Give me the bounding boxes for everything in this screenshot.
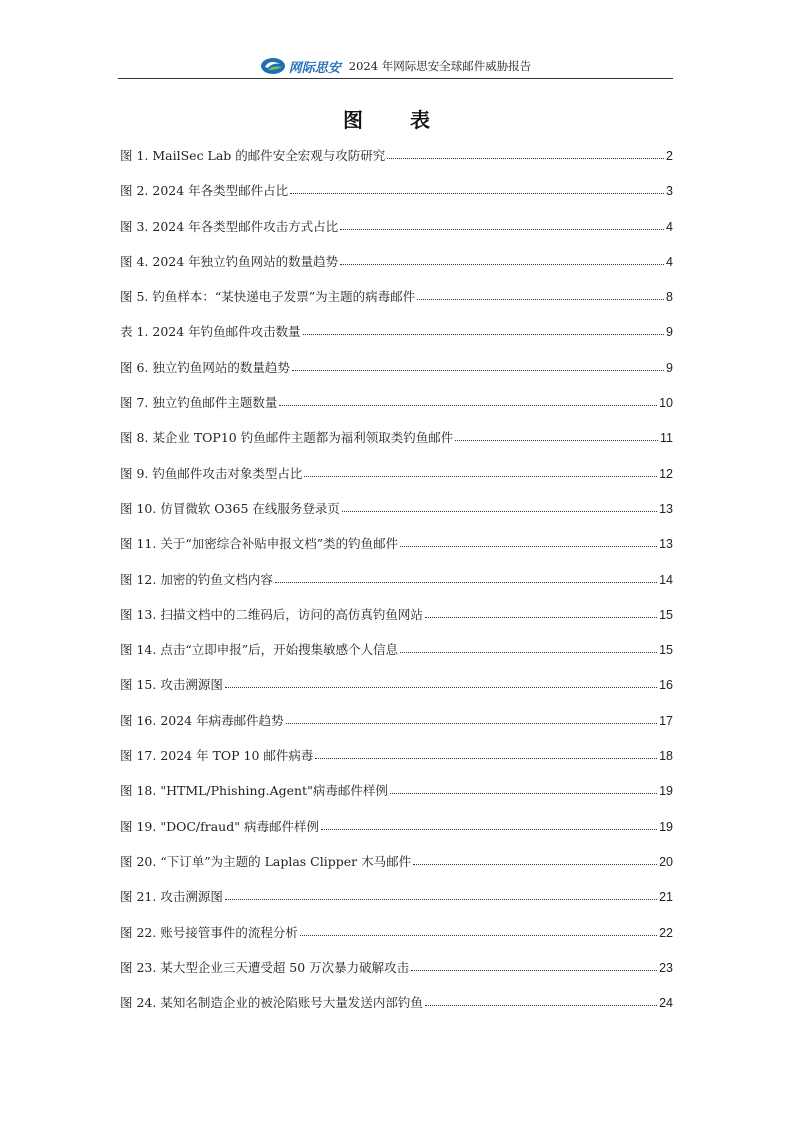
- toc-entry-page: 3: [666, 184, 673, 199]
- toc-entry[interactable]: [120, 427, 673, 462]
- header-title: 2024 年网际思安全球邮件威胁报告: [348, 59, 532, 73]
- toc-entry[interactable]: [120, 216, 673, 251]
- toc-entry[interactable]: [120, 710, 673, 745]
- toc-entry-label: 图 17. 2024 年 TOP 10 邮件病毒: [120, 748, 314, 764]
- toc-entry-label: 图 23. 某大型企业三天遭受超 50 万次暴力破解攻击: [120, 959, 410, 975]
- toc-entry[interactable]: [120, 886, 673, 921]
- toc-entry-page: 19: [659, 819, 673, 834]
- toc-entry-page: 22: [659, 925, 673, 940]
- toc-leader-dots: [340, 264, 664, 265]
- toc-leader-dots: [417, 299, 664, 300]
- toc-entry-page: 4: [666, 254, 673, 269]
- toc-entry-page: 12: [659, 466, 673, 481]
- toc-entry[interactable]: [120, 745, 673, 780]
- toc-entry-page: 24: [659, 996, 673, 1011]
- toc-entry-label: 图 16. 2024 年病毒邮件趋势: [120, 712, 284, 728]
- toc-entry[interactable]: [120, 604, 673, 639]
- toc-entry[interactable]: [120, 251, 673, 286]
- toc-leader-dots: [413, 864, 657, 865]
- toc-entry-label: 图 18. "HTML/Phishing.Agent"病毒邮件样例: [120, 783, 388, 799]
- toc-leader-dots: [286, 723, 657, 724]
- toc-leader-dots: [425, 1005, 657, 1006]
- toc-entry-page: 16: [659, 678, 673, 693]
- toc-leader-dots: [342, 511, 657, 512]
- toc-entry-label: 图 2. 2024 年各类型邮件占比: [120, 183, 289, 199]
- toc-entry-label: 图 11. 关于“加密综合补贴申报文档”类的钓鱼邮件: [120, 536, 399, 552]
- toc-entry[interactable]: [120, 639, 673, 674]
- toc-entry-label: 图 10. 仿冒微软 O365 在线服务登录页: [120, 500, 340, 516]
- toc-entry-page: 20: [659, 854, 673, 869]
- toc-entry-label: 图 1. MailSec Lab 的邮件安全宏观与攻防研究: [120, 148, 386, 163]
- toc-entry-page: 13: [659, 537, 673, 552]
- logo-icon: [260, 57, 286, 75]
- toc-entry-page: 10: [659, 396, 673, 411]
- toc-entry-page: 8: [666, 290, 673, 305]
- toc-entry[interactable]: [120, 145, 673, 180]
- toc-entry-label: 图 21. 攻击溯源图: [120, 889, 223, 905]
- toc-entry-label: 图 15. 攻击溯源图: [120, 677, 223, 693]
- toc-entry[interactable]: [120, 498, 673, 533]
- toc-leader-dots: [279, 405, 657, 406]
- toc-leader-dots: [275, 582, 657, 583]
- toc-leader-dots: [225, 899, 657, 900]
- toc-entry[interactable]: [120, 533, 673, 568]
- toc-entry[interactable]: [120, 357, 673, 392]
- toc-entry-label: 图 14. 点击“立即申报”后，开始搜集敏感个人信息: [120, 642, 399, 658]
- toc-leader-dots: [290, 193, 664, 194]
- toc-leader-dots: [340, 229, 664, 230]
- toc-entry-label: 图 5. 钓鱼样本：“某快递电子发票”为主题的病毒邮件: [120, 289, 416, 305]
- toc-entry-label: 图 6. 独立钓鱼网站的数量趋势: [120, 359, 290, 375]
- toc-entry-label: 图 4. 2024 年独立钓鱼网站的数量趋势: [120, 253, 339, 269]
- toc-entry[interactable]: [120, 392, 673, 427]
- toc-entry-page: 19: [659, 784, 673, 799]
- toc-leader-dots: [225, 687, 657, 688]
- toc-entry[interactable]: [120, 922, 673, 957]
- page-title: 图 表: [343, 108, 450, 132]
- toc-entry-page: 13: [659, 501, 673, 516]
- toc-entry-label: 图 9. 钓鱼邮件攻击对象类型占比: [120, 465, 303, 481]
- toc-leader-dots: [304, 476, 657, 477]
- toc-leader-dots: [411, 970, 657, 971]
- toc-entry[interactable]: [120, 816, 673, 851]
- toc-entry[interactable]: [120, 321, 673, 356]
- toc-entry-page: 17: [659, 713, 673, 728]
- toc-leader-dots: [321, 829, 657, 830]
- logo-text: 网际思安: [288, 60, 341, 76]
- page-header: [118, 54, 673, 79]
- toc-leader-dots: [425, 617, 657, 618]
- toc-leader-dots: [292, 370, 664, 371]
- toc-entry-page: 15: [659, 643, 673, 658]
- toc-entry-page: 2: [666, 149, 673, 163]
- toc-entry-label: 图 8. 某企业 TOP10 钓鱼邮件主题都为福利领取类钓鱼邮件: [120, 430, 454, 446]
- toc-entry-page: 11: [660, 431, 673, 446]
- toc-entry-page: 15: [659, 607, 673, 622]
- toc-entry-label: 图 20. “下订单”为主题的 Laplas Clipper 木马邮件: [120, 853, 412, 869]
- toc-entry-page: 21: [659, 890, 673, 905]
- toc-entry[interactable]: [120, 992, 673, 1027]
- toc-leader-dots: [455, 440, 658, 441]
- toc-entry[interactable]: [120, 286, 673, 321]
- toc-leader-dots: [387, 158, 664, 159]
- toc-entry-page: 23: [659, 960, 673, 975]
- toc-entry-label: 图 19. "DOC/fraud" 病毒邮件样例: [120, 818, 319, 834]
- logo: [260, 57, 341, 76]
- toc-leader-dots: [400, 652, 657, 653]
- toc-leader-dots: [400, 546, 657, 547]
- toc-leader-dots: [390, 793, 657, 794]
- toc-leader-dots: [303, 334, 664, 335]
- toc-entry[interactable]: [120, 569, 673, 604]
- toc-entry-label: 表 1. 2024 年钓鱼邮件攻击数量: [120, 324, 301, 340]
- toc-entry[interactable]: [120, 463, 673, 498]
- toc-entry-page: 18: [659, 749, 673, 764]
- toc-entry[interactable]: [120, 851, 673, 886]
- figure-list: [120, 145, 673, 1027]
- toc-entry-page: 14: [659, 572, 673, 587]
- toc-entry-page: 4: [666, 219, 673, 234]
- toc-leader-dots: [315, 758, 657, 759]
- toc-entry-page: 9: [666, 325, 673, 340]
- toc-entry-label: 图 24. 某知名制造企业的被沦陷账号大量发送内部钓鱼: [120, 995, 423, 1011]
- toc-entry[interactable]: [120, 180, 673, 215]
- toc-entry-label: 图 12. 加密的钓鱼文档内容: [120, 571, 273, 587]
- toc-entry-label: 图 13. 扫描文档中的二维码后，访问的高仿真钓鱼网站: [120, 606, 423, 622]
- toc-entry-label: 图 7. 独立钓鱼邮件主题数量: [120, 395, 278, 411]
- toc-entry-page: 9: [666, 360, 673, 375]
- toc-entry[interactable]: [120, 674, 673, 709]
- toc-leader-dots: [300, 935, 657, 936]
- toc-entry-label: 图 3. 2024 年各类型邮件攻击方式占比: [120, 218, 339, 234]
- toc-entry-label: 图 22. 账号接管事件的流程分析: [120, 924, 298, 940]
- toc-entry[interactable]: [120, 957, 673, 992]
- toc-entry[interactable]: [120, 780, 673, 815]
